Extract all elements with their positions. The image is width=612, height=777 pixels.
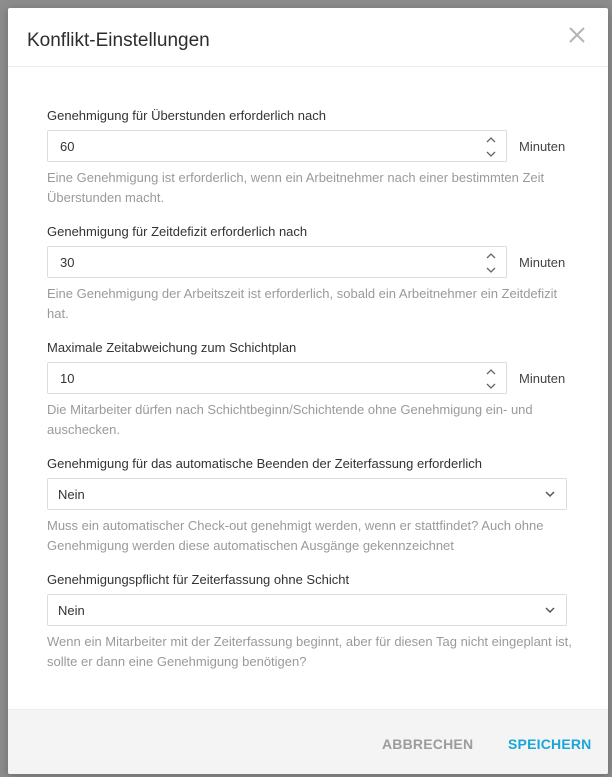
overtime-help: Eine Genehmigung ist erforderlich, wenn ein Arbeitnehmer nach einer bestimmten Zeit Überstunden macht.: [47, 170, 545, 205]
deviation-unit: Minuten: [519, 371, 566, 386]
chevron-down-icon[interactable]: [484, 148, 498, 160]
overtime-value: 60: [60, 139, 75, 154]
overtime-field: [47, 108, 567, 205]
chevron-down-icon: [544, 489, 556, 499]
deficit-unit: Minuten: [519, 255, 566, 270]
chevron-down-icon[interactable]: [484, 380, 498, 392]
chevron-down-icon[interactable]: [484, 264, 498, 276]
auto-end-field: [47, 456, 567, 553]
deficit-value: 30: [60, 255, 75, 270]
deviation-input[interactable]: [47, 362, 507, 394]
deviation-help: Die Mitarbeiter dürfen nach Schichtbeginn/Schichtende ohne Genehmigung ein- und auschecken.: [47, 402, 533, 437]
auto-end-help: Muss ein automatischer Check-out genehmigt werden, wenn er stattfindet? Auch ohne Genehmigung werden diese automatischen Ausgänge gekennzeichnet: [47, 518, 544, 553]
cancel-button[interactable]: ABBRECHEN: [382, 736, 474, 752]
chevron-up-icon[interactable]: [484, 134, 498, 146]
conflict-settings-dialog: [8, 8, 608, 774]
dialog-title: Konflikt-Einstellungen: [27, 30, 210, 51]
auto-end-select[interactable]: [47, 478, 567, 510]
deficit-field: [47, 224, 567, 321]
dialog-header: [8, 8, 608, 67]
deviation-label: Maximale Zeitabweichung zum Schichtplan: [47, 340, 297, 355]
deficit-help: Eine Genehmigung der Arbeitszeit ist erforderlich, sobald ein Arbeitnehmer ein Zeitdefizit hat.: [47, 286, 558, 321]
no-shift-help: Wenn ein Mitarbeiter mit der Zeiterfassung beginnt, aber für diesen Tag nicht eingeplant ist, sollte er dann eine Genehmigung benötigen?: [47, 634, 572, 669]
deficit-label: Genehmigung für Zeitdefizit erforderlich nach: [47, 224, 308, 239]
chevron-up-icon[interactable]: [484, 250, 498, 262]
deviation-field: [47, 340, 567, 437]
no-shift-select[interactable]: [47, 594, 567, 626]
auto-end-label: Genehmigung für das automatische Beenden der Zeiterfassung erforderlich: [47, 456, 483, 471]
close-icon[interactable]: [566, 24, 588, 46]
chevron-down-icon: [544, 605, 556, 615]
dialog-footer: [8, 709, 608, 774]
no-shift-value: Nein: [58, 603, 85, 618]
chevron-up-icon[interactable]: [484, 366, 498, 378]
deficit-input[interactable]: [47, 246, 507, 278]
overtime-unit: Minuten: [519, 139, 566, 154]
no-shift-field: [47, 572, 572, 669]
auto-end-value: Nein: [58, 487, 85, 502]
overtime-label: Genehmigung für Überstunden erforderlich nach: [47, 108, 326, 123]
overtime-input[interactable]: [47, 130, 507, 162]
save-button[interactable]: SPEICHERN: [508, 736, 592, 752]
deficit-spinner: [484, 249, 498, 277]
overtime-spinner: [484, 133, 498, 161]
no-shift-label: Genehmigungspflicht für Zeiterfassung ohne Schicht: [47, 572, 350, 587]
deviation-value: 10: [60, 371, 75, 386]
deviation-spinner: [484, 365, 498, 393]
